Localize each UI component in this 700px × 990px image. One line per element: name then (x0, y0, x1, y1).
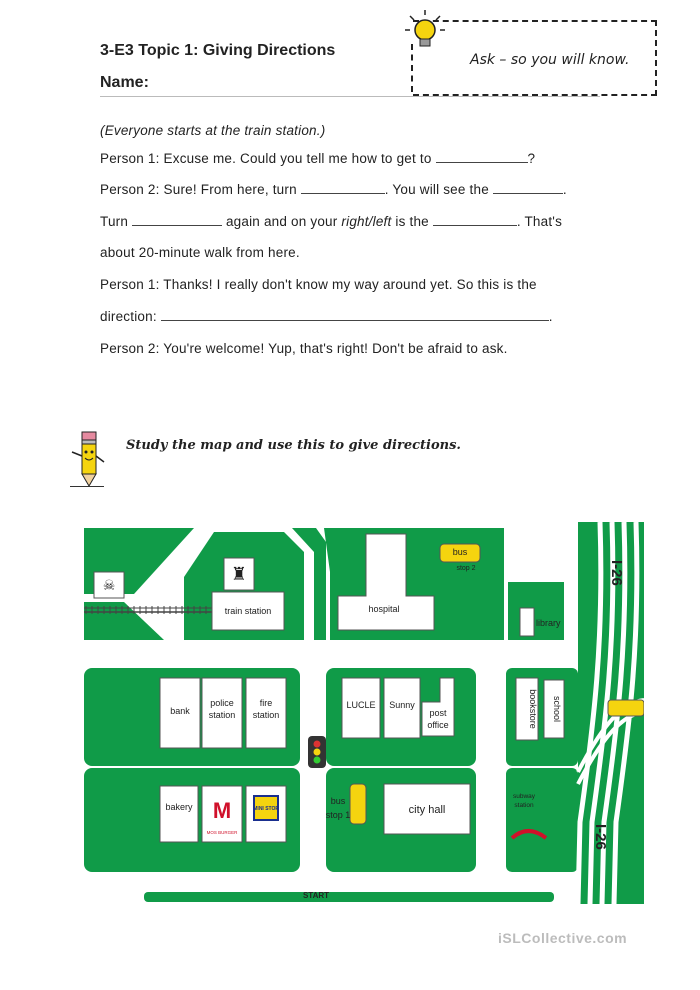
town-map (84, 522, 644, 904)
library-building (520, 608, 534, 636)
lightbulb-icon (402, 8, 448, 54)
hospital-label: hospital (368, 604, 400, 614)
worksheet-title: 3-E3 Topic 1: Giving Directions (100, 42, 336, 59)
answer-blank[interactable] (301, 181, 385, 194)
dialogue-text: is the (395, 214, 429, 229)
dialogue-line-3 (100, 213, 562, 229)
dialogue-line-5: Person 1: Thanks! I really don't know my way around yet. So this is the (100, 277, 537, 292)
mini-stop-label: MINI STOP (253, 806, 279, 812)
station-figure-icon: ♜ (230, 564, 248, 584)
city-hall-label: city hall (408, 804, 446, 816)
instruction-underline (70, 486, 104, 487)
dialogue-text: . You will see the (384, 182, 489, 197)
dialogue-text: . (562, 182, 567, 197)
bus-stop-2-number: stop 2 (456, 565, 476, 572)
pencil-mascot-icon (68, 428, 108, 488)
subway-label-line1: subway (512, 793, 536, 800)
dialogue-text: . (548, 309, 553, 324)
post-office-label-line1: post (429, 708, 447, 718)
subway-label-line2: station (514, 802, 534, 809)
map-instruction: Study the map and use this to give directions. (126, 438, 461, 453)
header-divider (100, 96, 600, 97)
dialogue-line-6 (100, 308, 553, 324)
school-label: school (552, 695, 562, 723)
dialogue-line-4: about 20-minute walk from here. (100, 245, 300, 260)
highway-bus-icon (608, 700, 644, 716)
bus-stop-1-label: bus (330, 796, 346, 806)
watermark: iSLCollective.com (498, 930, 628, 946)
tip-text: Ask – so you will know. (470, 52, 630, 68)
bakery-label: bakery (165, 802, 193, 812)
post-office-label-line2: office (427, 720, 449, 730)
dialogue-line-7: Person 2: You're welcome! Yup, that's right! Don't be afraid to ask. (100, 341, 508, 356)
dialogue-emphasis: right/left (341, 214, 392, 229)
dialogue-line-1 (100, 150, 535, 166)
answer-blank[interactable] (433, 213, 517, 226)
dialogue-text: ? (527, 151, 536, 166)
map-block (506, 768, 578, 872)
start-road-strip (144, 892, 554, 902)
fire-label-line1: fire (259, 698, 273, 708)
library-label: library (536, 618, 561, 628)
dialogue-text: Turn (100, 214, 129, 229)
dialogue-text: Person 2: Sure! From here, turn (100, 182, 297, 197)
answer-blank[interactable] (493, 181, 563, 194)
answer-blank[interactable] (161, 308, 549, 321)
bookstore-label: bookstore (528, 689, 538, 729)
dialogue-text: direction: (100, 309, 157, 324)
highway-top-label: I-26 (608, 560, 625, 586)
bakery-building (160, 786, 198, 842)
dialogue-text: again and on your (225, 214, 338, 229)
highway-bottom-label: I-26 (592, 824, 609, 850)
answer-blank[interactable] (132, 213, 222, 226)
answer-blank[interactable] (436, 150, 528, 163)
start-label: START (302, 891, 330, 900)
dialogue-text: Person 1: Excuse me. Could you tell me how to get to (100, 151, 432, 166)
map-block (508, 582, 564, 640)
dialogue-text: . That's (516, 214, 563, 229)
lucle-label: LUCLE (346, 700, 376, 710)
mos-burger-label: MOS BURGER (206, 830, 238, 835)
mos-burger-logo-icon: M (212, 798, 232, 823)
bus-stop-2-label: bus (452, 547, 468, 557)
train-station-label: train station (224, 606, 272, 616)
fire-label-line2: station (252, 710, 280, 720)
svg-text:☠: ☠ (102, 577, 116, 593)
name-label: Name: (100, 74, 149, 91)
police-label-line1: police (210, 698, 234, 708)
dialogue-line-2 (100, 181, 567, 197)
bus-icon (350, 784, 366, 824)
sunny-label: Sunny (389, 700, 415, 710)
bus-stop-1-number: stop 1 (325, 810, 351, 820)
bank-label: bank (170, 706, 190, 716)
police-label-line2: station (208, 710, 236, 720)
dialogue-intro: (Everyone starts at the train station.) (100, 123, 326, 138)
